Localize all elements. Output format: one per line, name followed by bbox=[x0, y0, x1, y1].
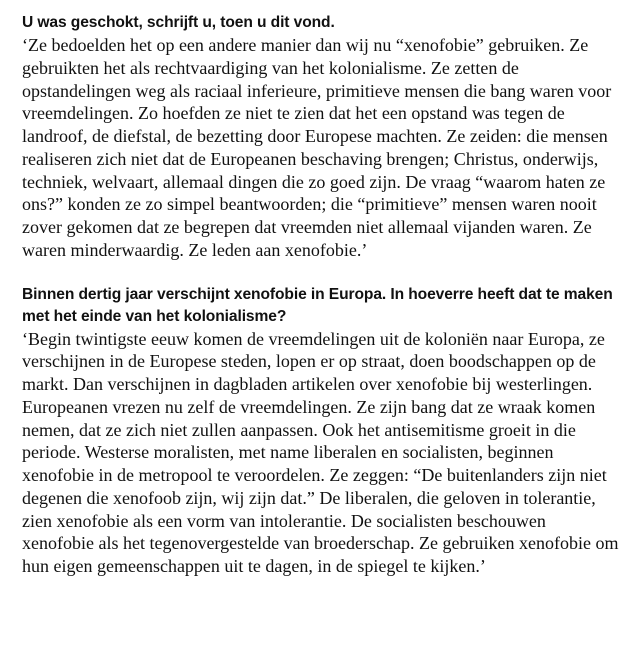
interview-article bbox=[22, 12, 622, 578]
interview-question: Binnen dertig jaar verschijnt xenofobie in Europa. In hoeverre heeft dat te maken met het einde van het kolonialisme? bbox=[22, 285, 613, 325]
qa-block bbox=[22, 12, 622, 262]
interview-answer: ‘Ze bedoelden het op een andere manier dan wij nu “xenofobie” gebruiken. Ze gebruikten het als rechtvaardiging van het kolonialisme. Ze zetten de opstandelingen weg als raciaal inferieure, primitieve mensen die bang waren voor vreemdelingen. Zo hoefden ze niet te zien dat het een opstand was tegen de landroof, de diefstal, de bezetting door Europese machten. Ze zeiden: die mensen realiseren zich niet dat de Europeanen beschaving brengen; Christus, onderwijs, techniek, welvaart, allemaal dingen die zo goed zijn. De vraag “waarom haten ze ons?” konden ze zo simpel beantwoorden; die “primitieve” mensen waren nooit zover gekomen dat ze begrepen dat vreemden niet allemaal vijanden waren. Ze waren minderwaardig. Ze leden aan xenofobie.’ bbox=[22, 35, 612, 260]
qa-block bbox=[22, 284, 622, 578]
interview-answer: ‘Begin twintigste eeuw komen de vreemdelingen uit de koloniën naar Europa, ze verschijnen in de Europese steden, lopen er op straat, doen boodschappen op de markt. Dan verschijnen in dagbladen artikelen over xenofobie bij westerlingen. Europeanen vrezen nu zelf de vreemdelingen. Ze zijn bang dat ze wraak komen nemen, dat ze zich niet zullen aanpassen. Ook het antisemitisme groeit in die periode. Westerse moralisten, met name liberalen en socialisten, beginnen xenofobie in de metropool te veroordelen. Ze zeggen: “De buitenlanders zijn niet degenen die xenofoob zijn, wij zijn dat.” De liberalen, die geloven in tolerantie, zien xenofobie als een vorm van intolerantie. De socialisten beschouwen xenofobie als het tegenovergestelde van broederschap. Ze gebruiken xenofobie om hun eigen gemeenschappen uit te dagen, in de spiegel te kijken.’ bbox=[22, 328, 619, 576]
interview-question: U was geschokt, schrijft u, toen u dit vond. bbox=[22, 14, 335, 31]
